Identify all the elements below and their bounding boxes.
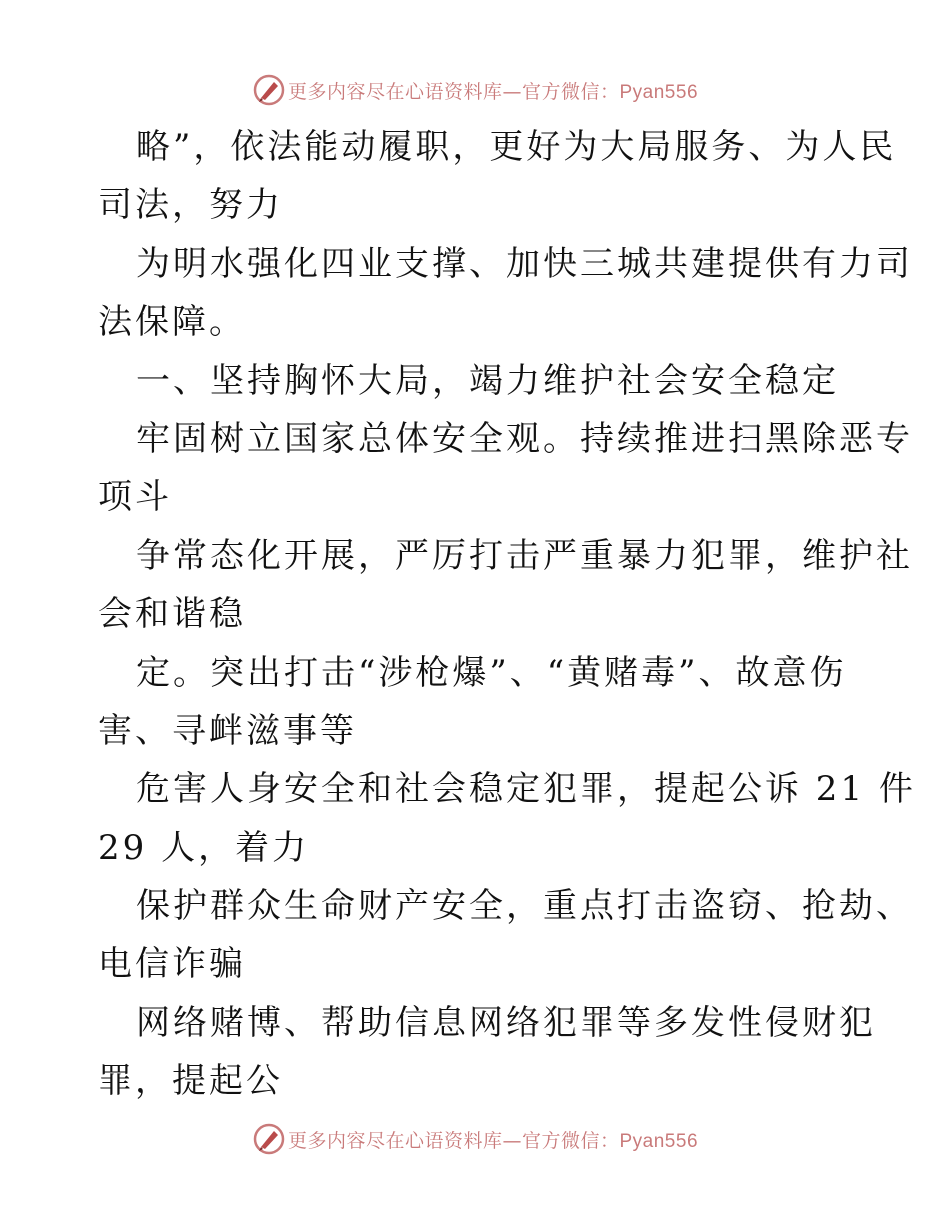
text-line: 保护群众生命财产安全，重点打击盗窃、抢劫、 <box>136 886 913 927</box>
watermark-text: 更多内容尽在心语资料库—官方微信： <box>287 80 620 103</box>
watermark-brand: Pyan556 <box>619 81 699 103</box>
pen-logo-icon <box>252 73 286 107</box>
text-line: 略”，依法能动履职，更好为大局服务、为人民 <box>136 127 897 167</box>
watermark-text: 更多内容尽在心语资料库—官方微信： <box>287 1129 620 1152</box>
footer-watermark <box>0 1117 950 1161</box>
text-line: 争常态化开展，严厉打击严重暴力犯罪，维护社 <box>136 535 913 576</box>
header-watermark <box>0 68 950 112</box>
pen-logo-icon <box>252 1122 286 1156</box>
document-body <box>98 118 916 1111</box>
text-line: 为明水强化四业支撑、加快三城共建提供有力司 <box>136 243 913 284</box>
text-line: 网络赌博、帮助信息网络犯罪等多发性侵财犯 <box>136 1002 876 1043</box>
watermark-brand: Pyan556 <box>619 1130 699 1152</box>
text-line: 司法，努力 <box>98 185 283 226</box>
text-line: 会和谐稳 <box>98 594 246 635</box>
text-line: 电信诈骗 <box>98 944 246 985</box>
text-line: 牢固树立国家总体安全观。持续推进扫黑除恶专 <box>136 418 913 459</box>
text-line: 害、寻衅滋事等 <box>98 710 357 751</box>
text-line: 危害人身安全和社会稳定犯罪，提起公诉 21 件 <box>136 769 916 810</box>
section-heading: 一、坚持胸怀大局，竭力维护社会安全稳定 <box>136 360 839 401</box>
text-line: 项斗 <box>98 477 172 518</box>
text-line: 定。突出打击“涉枪爆”、“黄赌毒”、故意伤 <box>136 652 847 693</box>
text-line: 罪，提起公 <box>98 1061 283 1102</box>
text-line: 法保障。 <box>98 302 246 343</box>
text-line: 29 人，着力 <box>98 827 310 868</box>
